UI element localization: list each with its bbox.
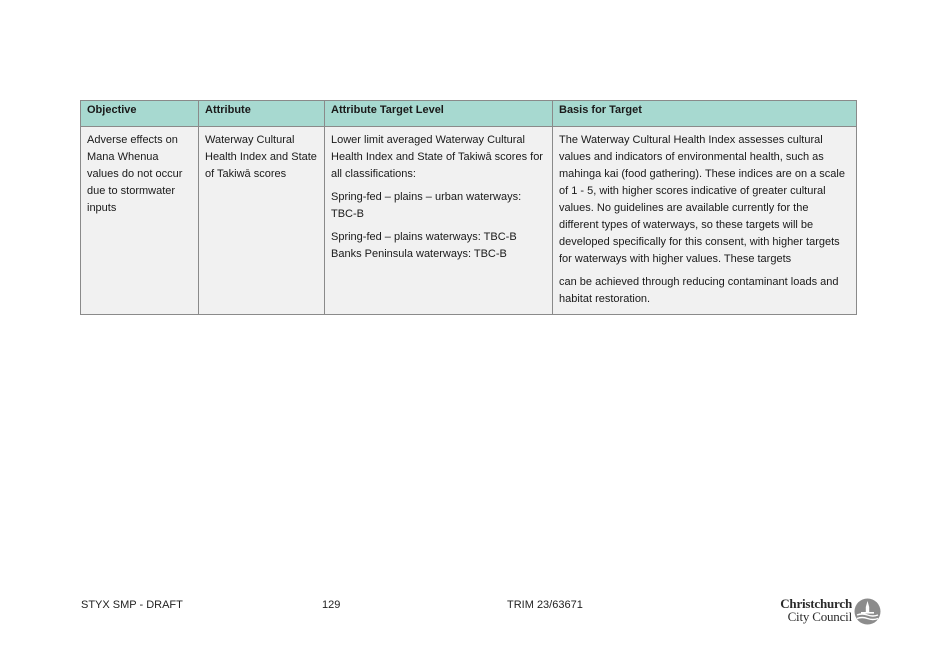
council-logo [769,597,889,627]
header-objective: Objective [81,101,199,127]
table-row [81,127,857,315]
table-header-row [81,101,857,127]
cell-attribute [199,127,325,315]
logo-line-1: Christchurch [780,596,852,611]
objective-text: Adverse effects on Mana Whenua values do not occur due to stormwater inputs [87,134,183,214]
attribute-table [80,100,857,315]
logo-wordmark [769,597,852,623]
target-level-paragraph: Lower limit averaged Waterway Cultural Health Index and State of Takiwā scores for all classifications: [331,134,543,180]
cell-objective [81,127,199,315]
attribute-text: Waterway Cultural Health Index and State of Takiwā scores [205,134,317,180]
target-level-paragraph: Spring-fed – plains – urban waterways: TBC-B [331,191,522,220]
footer-doc-label: STYX SMP - DRAFT [81,599,183,611]
cell-basis [553,127,857,315]
footer-page-number: 129 [322,599,341,611]
basis-paragraph: can be achieved through reducing contaminant loads and habitat restoration. [559,276,839,305]
footer-trim-number: TRIM 23/63671 [507,599,583,611]
cell-target-level [325,127,553,315]
cathedral-icon [854,598,881,630]
header-basis: Basis for Target [553,101,857,127]
header-attribute: Attribute [199,101,325,127]
logo-line-2: City Council [787,609,852,624]
header-target-level: Attribute Target Level [325,101,553,127]
target-level-paragraph: Spring-fed – plains waterways: TBC-B Banks Peninsula waterways: TBC-B [331,231,517,260]
basis-paragraph: The Waterway Cultural Health Index assesses cultural values and indicators of environmental health, such as mahinga kai (food gathering). These indices are on a scale of 1 - 5, with higher scores indicative of greater cultural values. No guidelines are available currently for the different types of waterways, so these targets will be developed specifically for this consent, with higher targets for waterways with higher values. These targets [559,134,845,265]
